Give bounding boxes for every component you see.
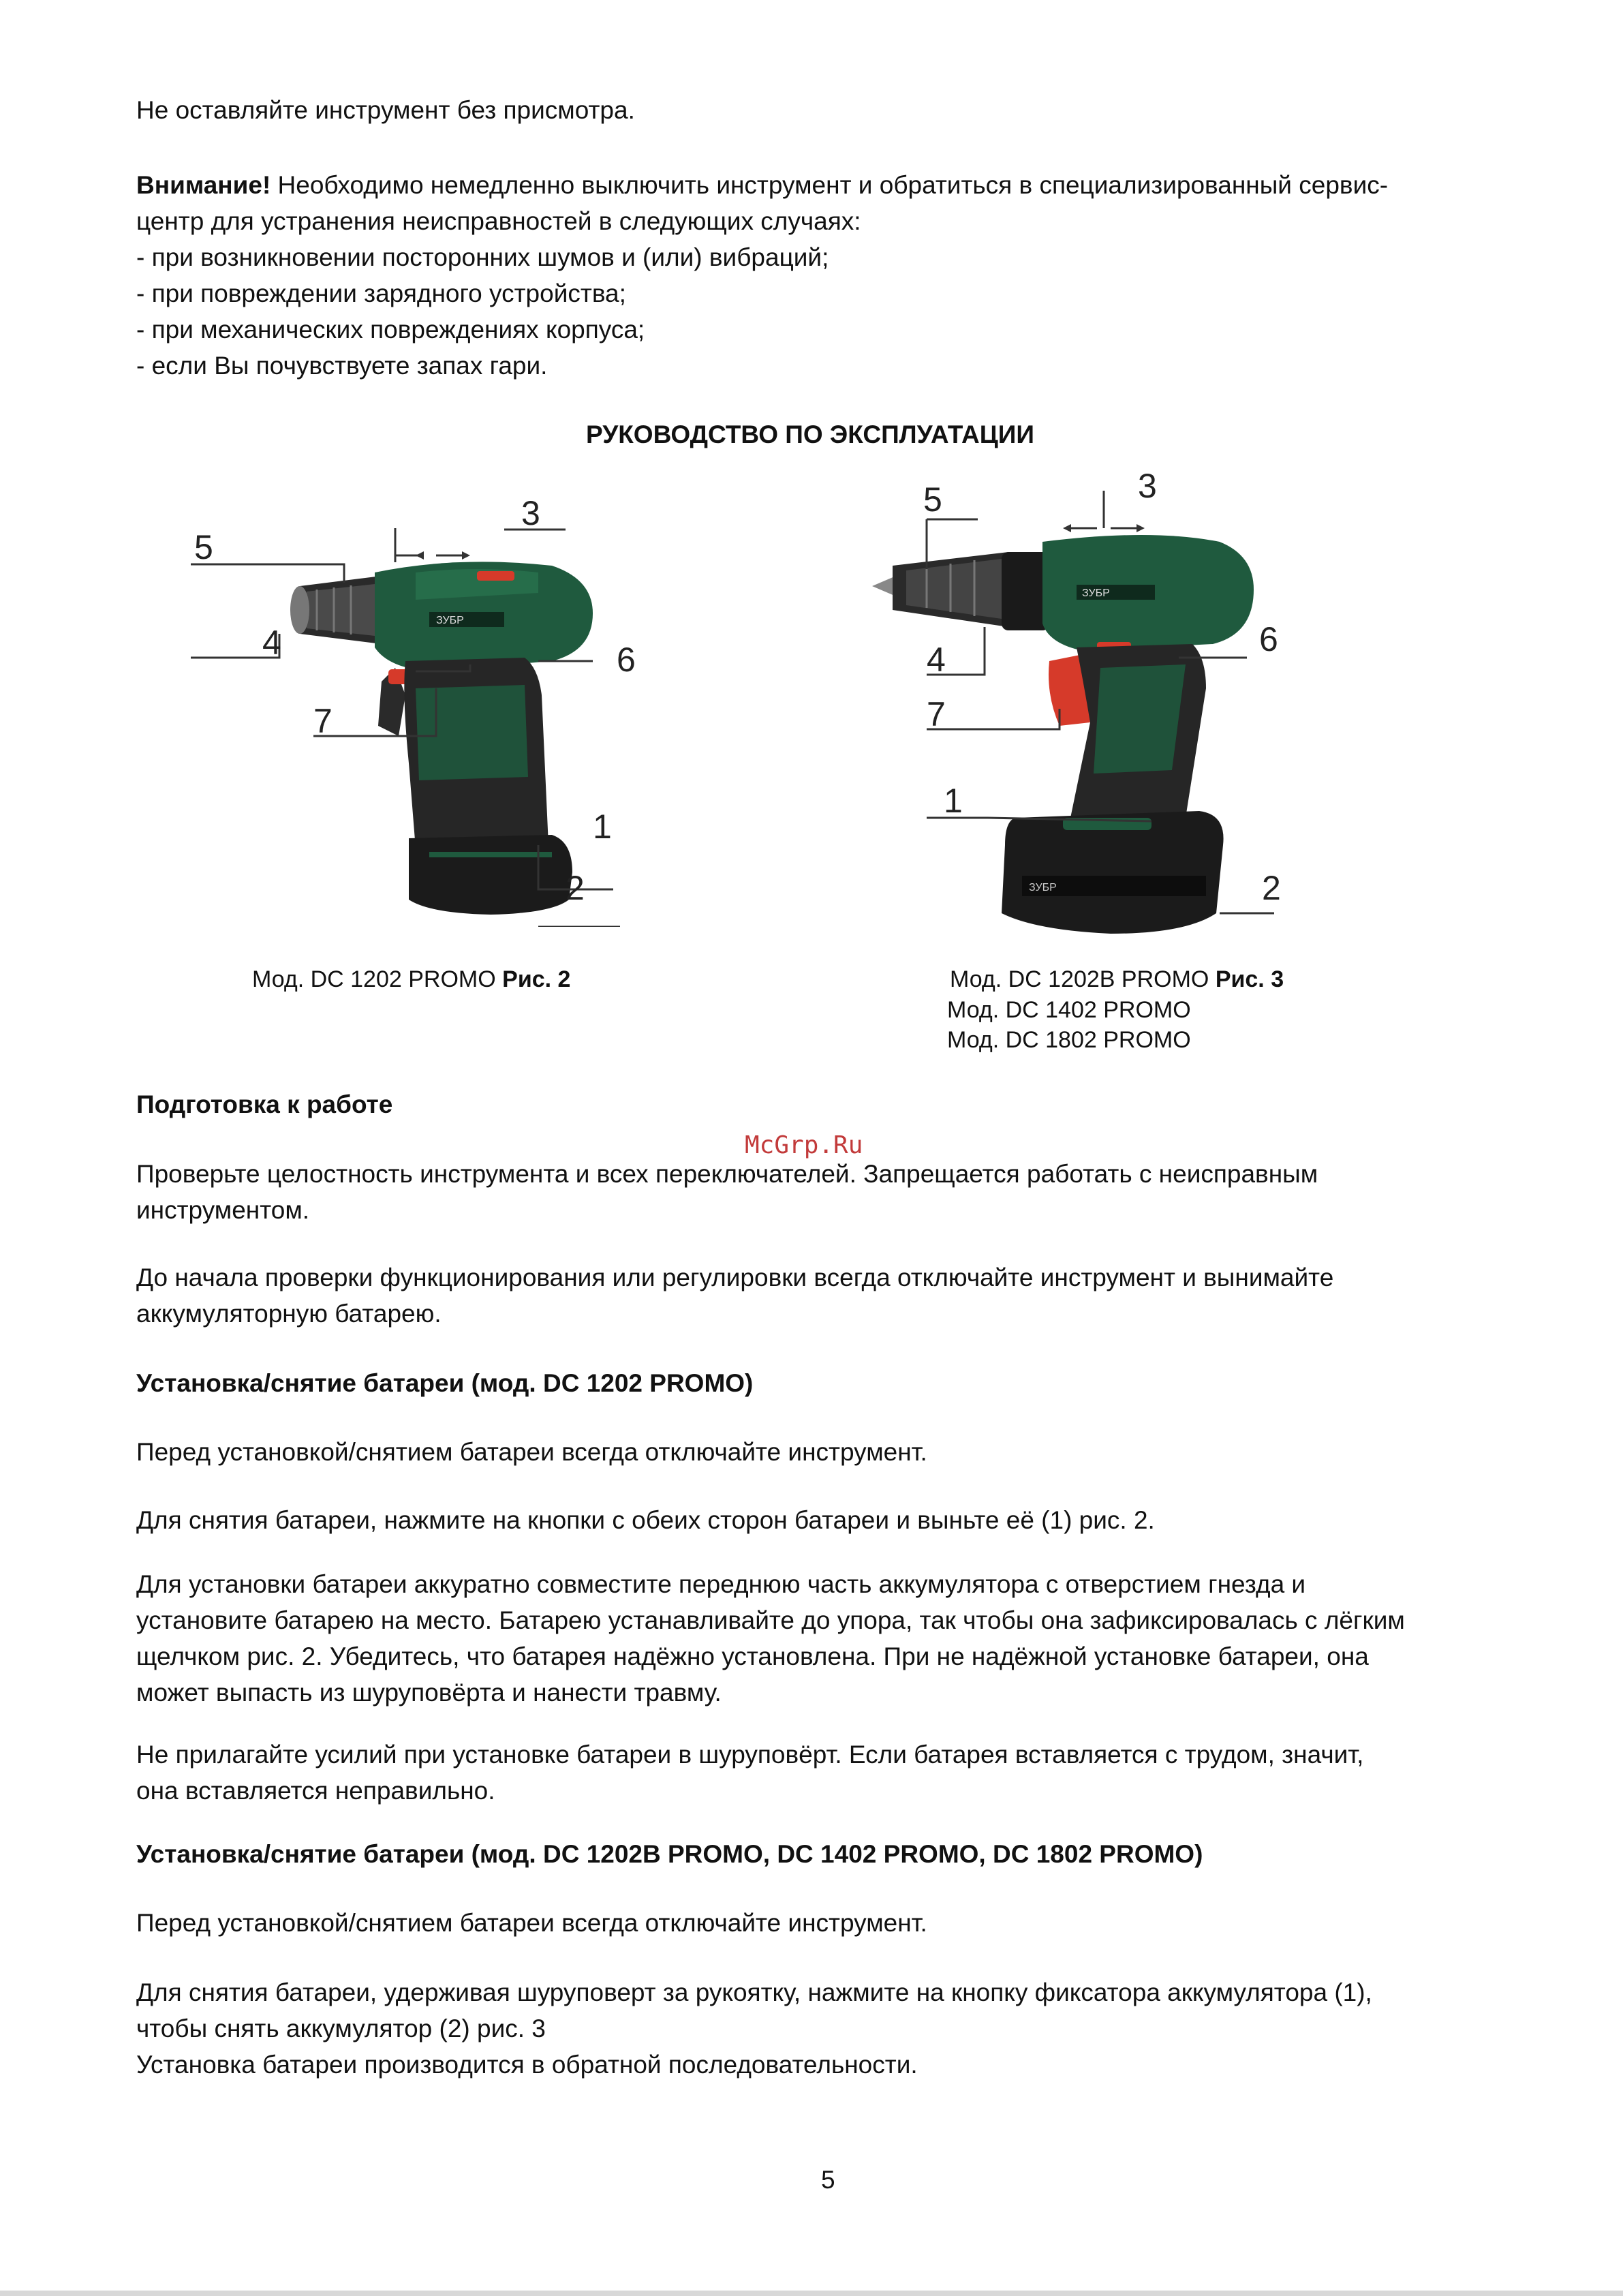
- manual-title: РУКОВОДСТВО ПО ЭКСПЛУАТАЦИИ: [586, 420, 1034, 448]
- case-item: - при повреждении зарядного устройства;: [136, 279, 626, 307]
- battery-section-1-title: Установка/снятие батареи (мод. DC 1202 PROMO): [136, 1369, 754, 1397]
- battery-2-paragraph-1: Перед установкой/снятием батареи всегда отключайте инструмент.: [136, 1909, 927, 1937]
- watermark: McGrp.Ru: [745, 1131, 863, 1159]
- battery-section-2-title: Установка/снятие батареи (мод. DC 1202B PROMO, DC 1402 PROMO, DC 1802 PROMO): [136, 1840, 1203, 1868]
- attention-line: Внимание! Необходимо немедленно выключить инструмент и обратиться в специализированный сервис-: [136, 171, 1389, 199]
- battery-1-paragraph-2: Для снятия батареи, нажмите на кнопки с обеих сторон батареи и выньте её (1) рис. 2.: [136, 1506, 1155, 1534]
- callout-1: 1: [593, 808, 612, 846]
- callout-1: 1: [944, 782, 963, 820]
- battery-1-paragraph-3: Для установки батареи аккуратно совместите переднюю часть аккумулятора с отверстием гнезда и установите батарею на место. Батарею устанавливайте до упора, так чтобы она зафиксировалась с лёгким щелчком рис. 2. Убедитесь, что батарея надёжно установлена. При не надёжной установке батареи, она может выпасть из шуруповёрта и нанести травму.: [136, 1570, 1405, 1706]
- battery-1-paragraph-4: Не прилагайте усилий при установке батареи в шуруповёрт. Если батарея вставляется с трудом, значит, она вставляется неправильно.: [136, 1741, 1364, 1805]
- figure-3-extra-model: Мод. DC 1402 PROMO: [947, 997, 1191, 1023]
- figure-2-caption: Мод. DC 1202 PROMO Рис. 2: [252, 966, 571, 992]
- callout-6: 6: [617, 641, 636, 679]
- unattended-warning: Не оставляйте инструмент без присмотра.: [136, 96, 635, 124]
- figure-3-drill: [865, 463, 1342, 961]
- bottom-divider: [0, 2291, 1623, 2296]
- callout-4: 4: [927, 641, 946, 679]
- case-item: - если Вы почувствуете запах гари.: [136, 352, 548, 380]
- battery-2-paragraph-2: Для снятия батареи, удерживая шуруповерт за рукоятку, нажмите на кнопку фиксатора аккумулятора (1), чтобы снять аккумулятор (2) рис. 3 Установка батареи производится в обратной последовательности.: [136, 1978, 1372, 2079]
- case-item: - при возникновении посторонних шумов и (или) вибраций;: [136, 243, 829, 271]
- prep-title: Подготовка к работе: [136, 1090, 393, 1118]
- callout-7: 7: [927, 695, 946, 733]
- battery-1-paragraph-1: Перед установкой/снятием батареи всегда отключайте инструмент.: [136, 1438, 927, 1466]
- attention-label: Внимание!: [136, 171, 271, 199]
- callout-3: 3: [1138, 467, 1157, 505]
- attention-block: Внимание! Необходимо немедленно выключить инструмент и обратиться в специализированный сервис- центр для устранения неисправностей в следующих случаях: - при возникновении посторонних шумов и (или) вибраций; - при повреждении зарядного устройства; - при механических повреждениях корпуса; - если Вы почувствуете запах гари.: [136, 167, 1519, 384]
- figure-3-extra-model: Мод. DC 1802 PROMO: [947, 1027, 1191, 1053]
- callout-7: 7: [313, 702, 333, 740]
- prep-paragraph-2: До начала проверки функционирования или регулировки всегда отключайте инструмент и вынимайте аккумуляторную батарею.: [136, 1264, 1334, 1328]
- page-number: 5: [821, 2166, 835, 2194]
- callout-3: 3: [521, 494, 540, 532]
- figure-3-caption: Мод. DC 1202B PROMO Рис. 3: [950, 966, 1284, 992]
- brand-logo-2: ЗУБР: [436, 615, 464, 626]
- battery-brand-3: ЗУБР: [1029, 882, 1057, 893]
- callout-5: 5: [923, 480, 942, 519]
- callout-6: 6: [1259, 620, 1278, 658]
- case-item: - при механических повреждениях корпуса;: [136, 316, 645, 343]
- callout-5: 5: [194, 528, 213, 566]
- brand-logo-3: ЗУБР: [1082, 587, 1110, 599]
- callout-2: 2: [566, 869, 585, 907]
- figure-2-drill: [170, 491, 702, 927]
- callout-4: 4: [262, 624, 281, 662]
- callout-2: 2: [1262, 869, 1281, 907]
- prep-paragraph-1: Проверьте целостность инструмента и всех переключателей. Запрещается работать с неисправным инструментом.: [136, 1160, 1318, 1224]
